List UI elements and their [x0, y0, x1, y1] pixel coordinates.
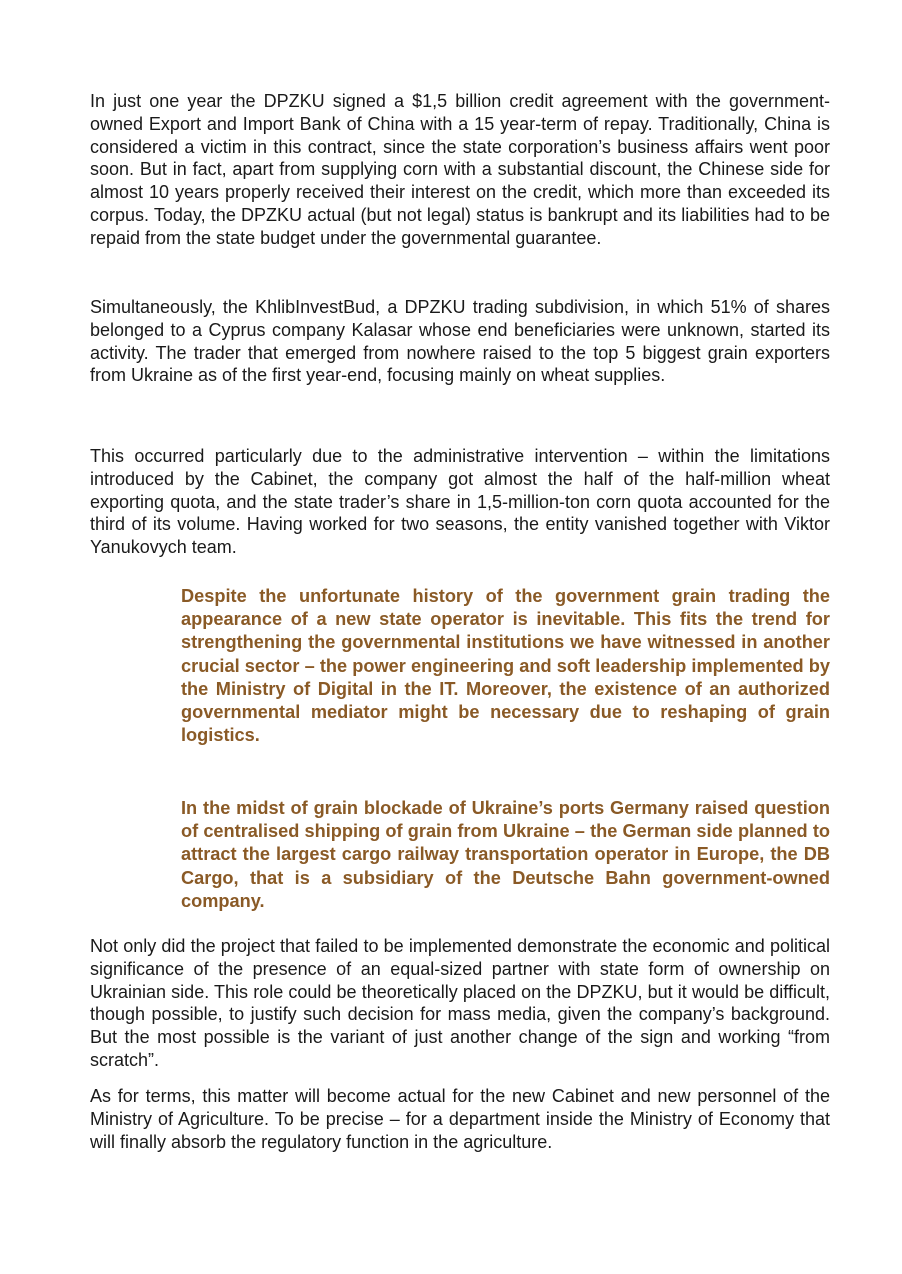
paragraph-project-significance: Not only did the project that failed to be implemented demonstrate the economic and political significance of the presence of an equal-sized partner with state form of ownership on Ukrainian side. This role could be theoretically placed on the DPZKU, but it would be difficult, though possible, to justify such decision for mass media, given the company’s background. But the most possible is the variant of just another change of the sign and working “from scratch”.	[90, 936, 830, 1070]
pull-quote-state-operator: Despite the unfortunate history of the government grain trading the appearance of a new state operator is inevitable. This fits the trend for strengthening the governmental institutions we have witnessed in another crucial sector – the power engineering and soft leadership implemented by the Ministry of Digital in the IT. Moreover, the existence of an authorized governmental mediator might be necessary due to reshaping of grain logistics.	[181, 586, 830, 746]
paragraph-terms: As for terms, this matter will become actual for the new Cabinet and new personnel of the Ministry of Agriculture. To be precise – for a department inside the Ministry of Economy that will finally absorb the regulatory function in the agriculture.	[90, 1086, 830, 1152]
paragraph-credit-agreement: In just one year the DPZKU signed a $1,5 billion credit agreement with the government-owned Export and Import Bank of China with a 15 year-term of repay. Traditionally, China is considered a victim in this contract, since the state corporation’s business affairs went poor soon. But in fact, apart from supplying corn with a substantial discount, the Chinese side for almost 10 years properly received their interest on the credit, which more than exceeded its corpus. Today, the DPZKU actual (but not legal) status is bankrupt and its liabilities had to be repaid from the state budget under the governmental guarantee.	[90, 91, 830, 248]
paragraph-khlibinvestbud: Simultaneously, the KhlibInvestBud, a DPZKU trading subdivision, in which 51% of shares belonged to a Cyprus company Kalasar whose end beneficiaries were unknown, started its activity. The trader that emerged from nowhere raised to the top 5 biggest grain exporters from Ukraine as of the first year-end, focusing mainly on wheat supplies.	[90, 297, 830, 386]
pull-quote-grain-blockade: In the midst of grain blockade of Ukraine’s ports Germany raised question of centralised shipping of grain from Ukraine – the German side planned to attract the largest cargo railway transportation operator in Europe, the DB Cargo, that is a subsidiary of the Deutsche Bahn government-owned company.	[181, 798, 830, 911]
paragraph-administrative-intervention: This occurred particularly due to the administrative intervention – within the limitations introduced by the Cabinet, the company got almost the half of the half-million wheat exporting quota, and the state trader’s share in 1,5-million-ton corn quota accounted for the third of its volume. Having worked for two seasons, the entity vanished together with Viktor Yanukovych team.	[90, 446, 830, 558]
